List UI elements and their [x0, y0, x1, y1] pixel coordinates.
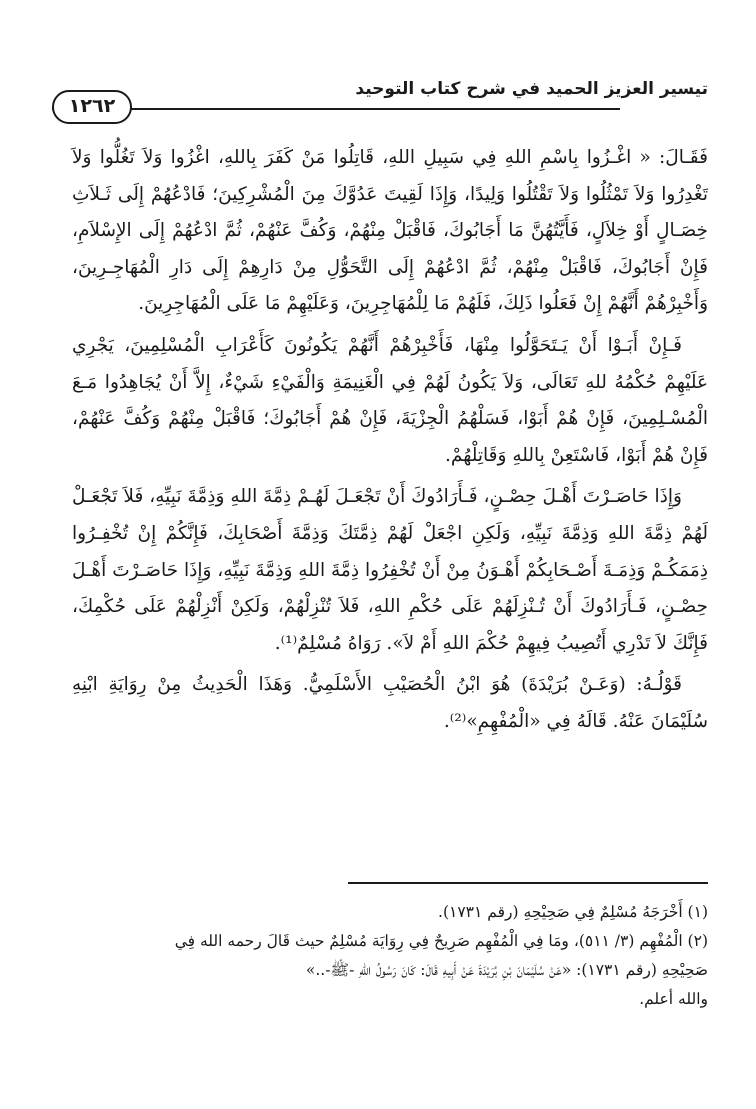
footnotes — [60, 898, 708, 1014]
main-text — [72, 140, 708, 746]
paragraph-hadith-middle: فَـإِنْ أَبَـوْا أَنْ يَـتَحَوَّلُوا مِنْهَا، فَأَخْبِرْهُمْ أَنَّهُمْ يَكُونُونَ كَأَعْرَابِ الْمُسْلِمِينَ، يَجْرِي عَلَيْهِمْ حُكْمُهُ للهِ تَعَالَى، وَلاَ يَكُونُ لَهُمْ فِي الْغَنِيمَةِ وَالْفَيْءِ شَيْءٌ، إِلاَّ أَنْ يُجَاهِدُوا مَـعَ الْمُسْـلِمِينَ، فَإِنْ هُمْ أَبَوْا، فَسَلْهُمُ الْجِزْيَةَ، فَإِنْ هُمْ أَجَابُوكَ؛ فَاقْبَلْ مِنْهُمْ وَكُفَّ عَنْهُمْ، فَإِنْ هُمْ أَبَوْا، فَاسْتَعِنْ بِاللهِ وَقَاتِلْهُمْ. — [72, 334, 708, 466]
header-rule — [52, 108, 620, 110]
footnote-separator — [348, 882, 708, 884]
paragraph-commentary: قَوْلُـهُ: (وَعَـنْ بُرَيْدَةَ) هُوَ ابْنُ الْحُصَيْبِ الأَسْلَمِيُّ. وَهَذَا الْحَدِيثُ مِنْ رِوَايَةِ ابْنِهِ سُلَيْمَانَ عَنْهُ. قَالَهُ فِي «الْمُفْهِمِ»⁽²⁾. — [72, 674, 708, 732]
paragraph-hadith-closing: وَإِذَا حَاصَـرْتَ أَهْـلَ حِصْـنٍ، فَـأَرَادُوكَ أَنْ تَجْعَـلَ لَهُـمْ ذِمَّةَ اللهِ وَذِمَّةَ نَبِيِّهِ، فَلاَ تَجْعَـلْ لَهُمْ ذِمَّةَ اللهِ وَذِمَّةَ نَبِيِّهِ، وَلَكِنِ اجْعَلْ لَهُمْ ذِمَّتَكَ وَذِمَّةَ أَصْحَابِكَ، فَإِنَّكُمْ إِنْ تُخْفِـرُوا ذِمَمَكُـمْ وَذِمَـةَ أَصْـحَابِكُمْ أَهْـوَنُ مِنْ أَنْ تُخْفِرُوا ذِمَّةَ اللهِ وَذِمَّةَ نَبِيِّهِ، وَإِذَا حَاصَـرْتَ أَهْـلَ حِصْـنٍ، فَـأَرَادُوكَ أَنْ تُـنْزِلَهُمْ عَلَى حُكْمِ اللهِ، فَلاَ تُنْزِلْهُمْ، وَلَكِنْ أَنْزِلْهُمْ عَلَى حُكْمِكَ، فَإِنَّكَ لاَ تَدْرِي أَتُصِيبُ فِيهِمْ حُكْمَ اللهِ أَمْ لاَ». رَوَاهُ مُسْلِمٌ⁽¹⁾. — [72, 486, 708, 654]
page-header — [52, 78, 708, 117]
footnote-line: (١) أَخْرَجَهُ مُسْلِمٌ فِي صَحِيْحِهِ (رقم ١٧٣١). — [438, 903, 708, 921]
footnote-2 — [60, 927, 708, 1014]
footnote-1 — [60, 898, 708, 927]
paragraph-hadith-opening: فَقَـالَ: « اغْـزُوا بِاسْمِ اللهِ فِي سَبِيلِ اللهِ، قَاتِلُوا مَنْ كَفَرَ بِاللهِ، اغْزُوا وَلاَ تَغُلُّوا وَلاَ تَغْدِرُوا وَلاَ تَمْثُلُوا وَلاَ تَقْتُلُوا وَلِيدًا، وَإِذَا لَقِيتَ عَدُوَّكَ مِنَ الْمُشْرِكِينَ؛ فَادْعُهُمْ إِلَى ثَـلاَثِ خِصَـالٍ أَوْ خِلاَلٍ، فَأَيَّتُهُنَّ مَا أَجَابُوكَ، فَاقْبَلْ مِنْهُمْ، وَكُفَّ عَنْهُمْ، ثُمَّ ادْعُهُمْ إِلَى الإِسْلاَمِ، فَإِنْ أَجَابُوكَ، فَاقْبَلْ مِنْهُمْ، ثُمَّ ادْعُهُمْ إِلَى التَّحَوُّلِ مِنْ دَارِهِمْ إِلَى دَارِ الْمُهَاجِـرِينَ، وَأَخْبِرْهُمْ أَنَّهُمْ إِنْ فَعَلُوا ذَلِكَ، فَلَهُمْ مَا لِلْمُهَاجِرِينَ، وَعَلَيْهِمْ مَا عَلَى الْمُهَاجِرِينَ. — [72, 147, 708, 315]
running-title: تيسير العزيز الحميد في شرح كتاب التوحيد — [355, 79, 708, 99]
page-number-badge: ١٢٦٢ — [52, 90, 132, 124]
footnote-line: صَحِيْحِهِ (رقم ١٧٣١): «عَنْ سُلَيْمَانَ بْنِ بُرَيْدَةَ عَنْ أَبِيهِ قَالَ: كَانَ رَسُولُ اللهِ -ﷺ-..» — [305, 961, 708, 979]
footnote-line: والله أعلم. — [639, 990, 708, 1008]
footnote-line: (٢) الْمُفْهِم (٣/ ٥١١)، ومَا فِي الْمُفْهِم صَرِيحٌ فِي رِوَايَة مُسْلِمٌ حيث قَالَ رحمه الله فِي — [174, 932, 708, 950]
